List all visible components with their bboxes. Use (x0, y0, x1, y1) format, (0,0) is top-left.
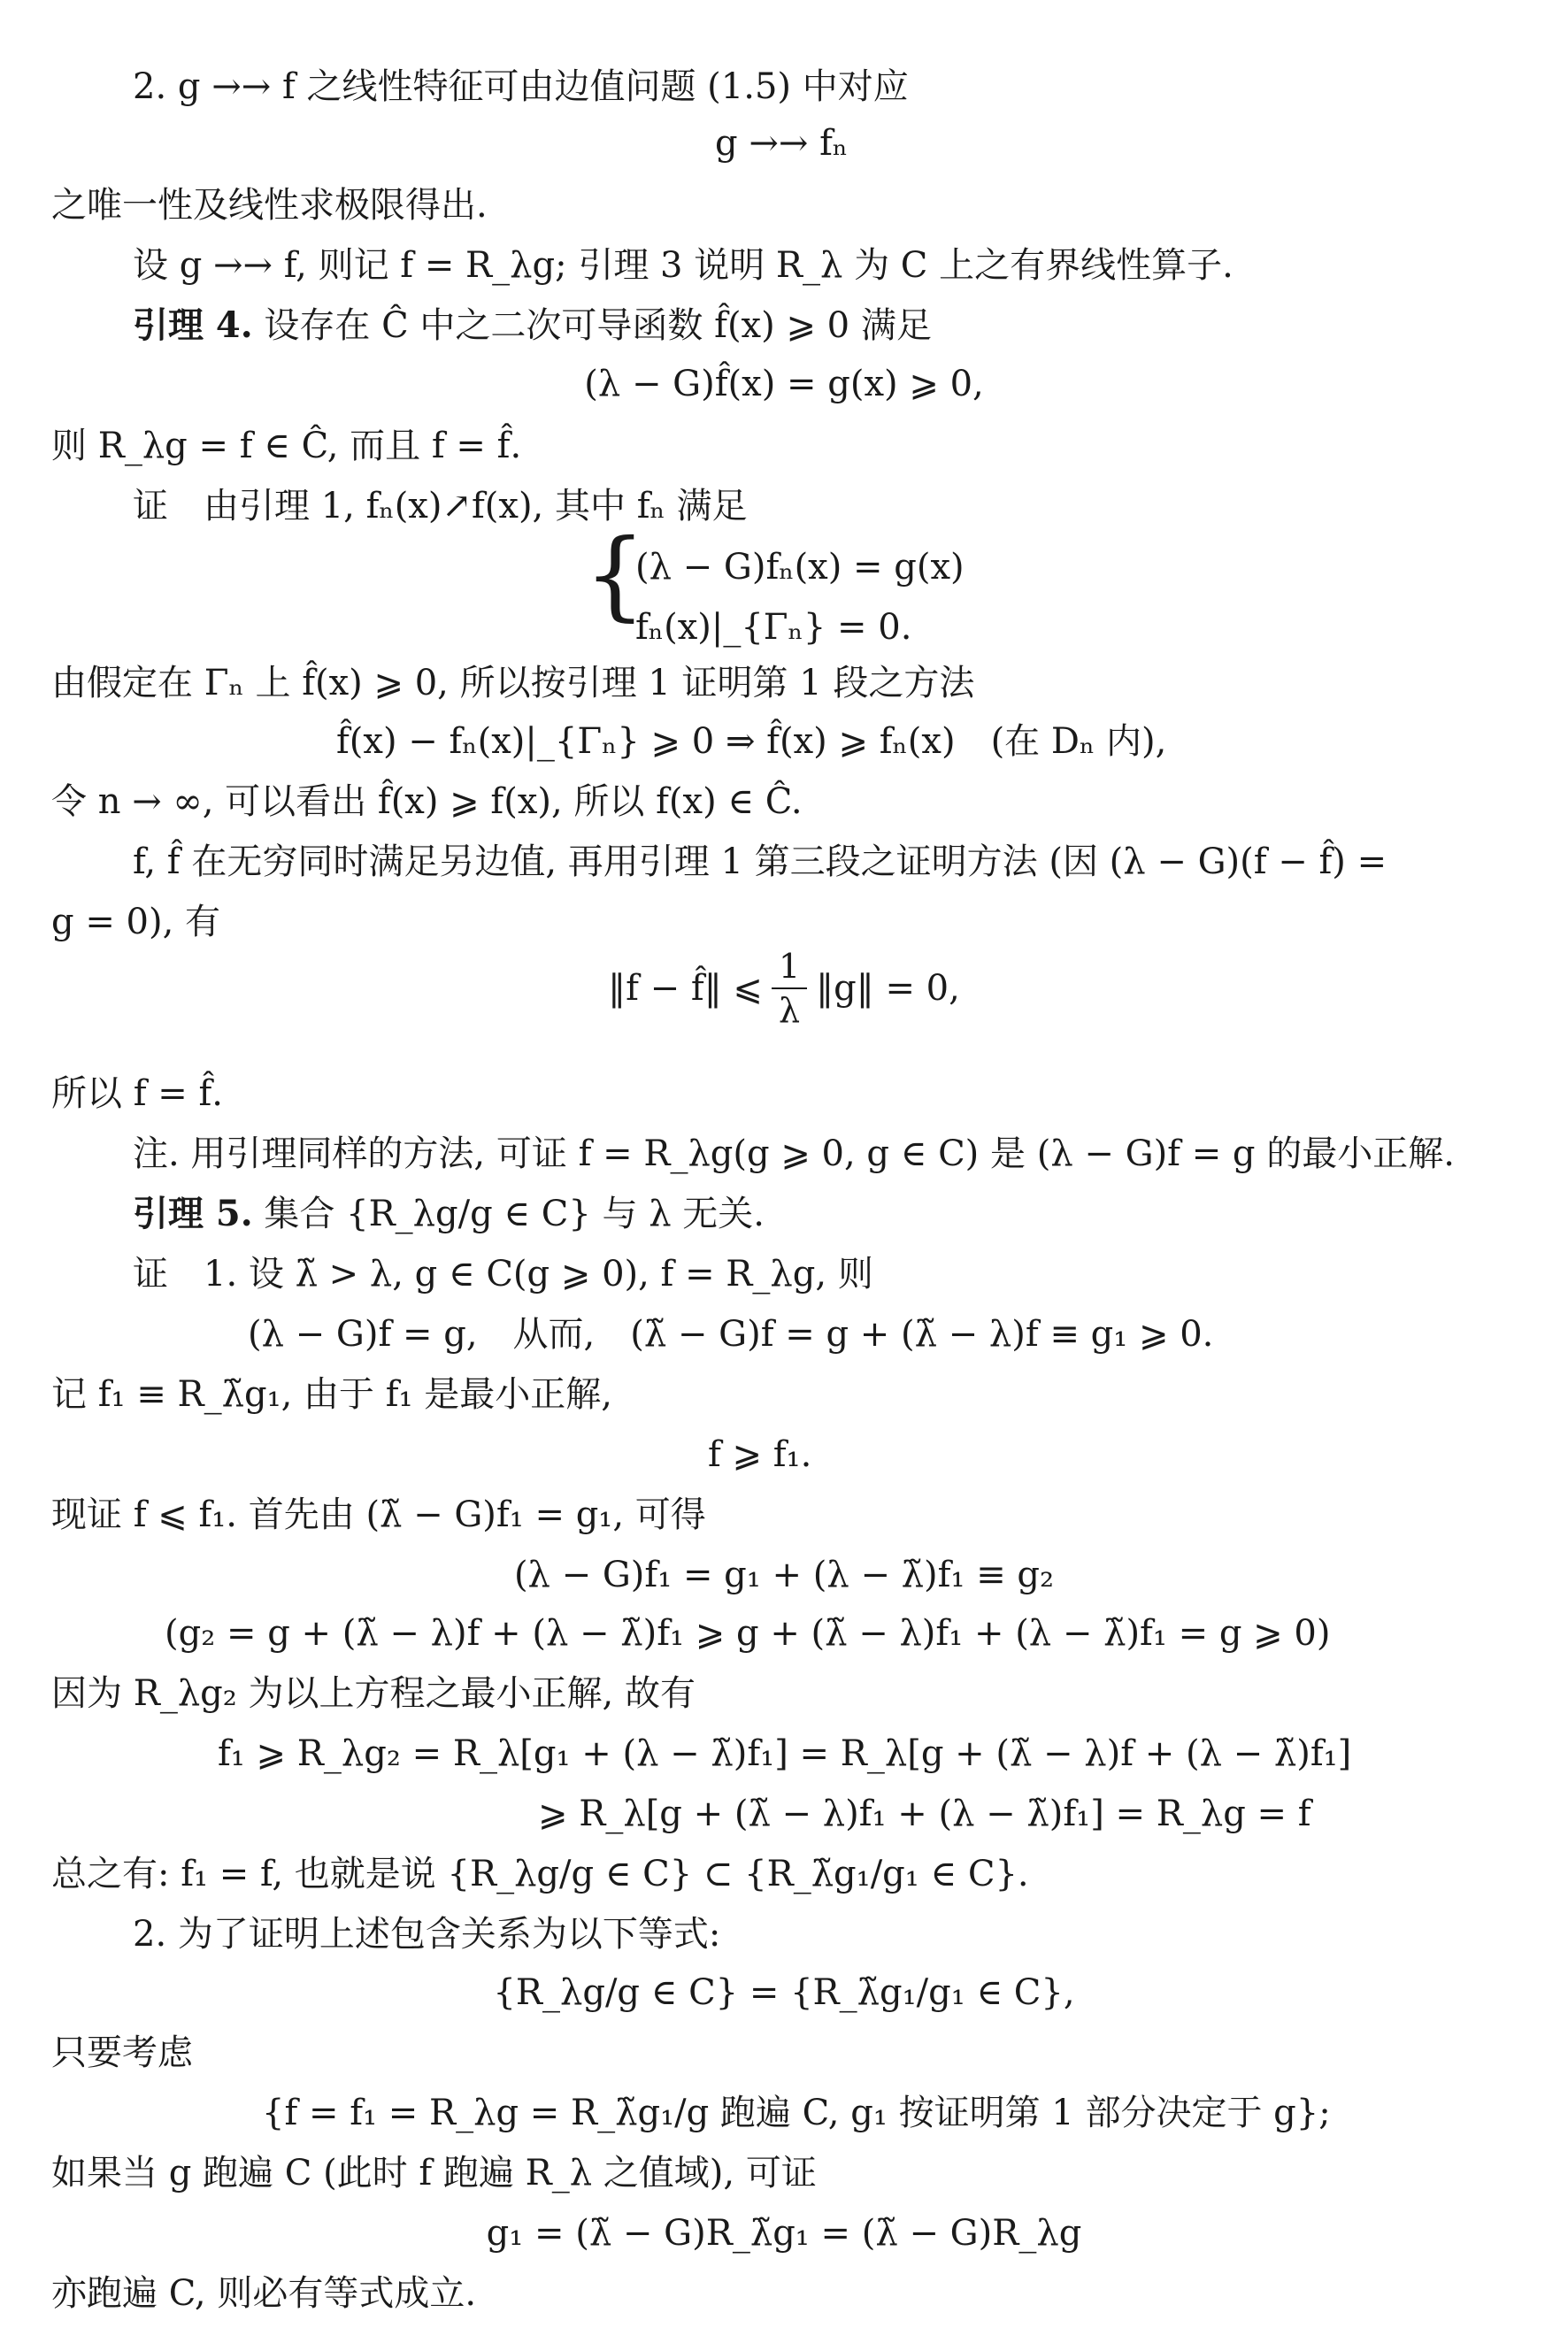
equation: (g₂ = g + (λ̃ − λ)f + (λ − λ̃)f₁ ⩾ g + (λ̃ − λ)f₁ + (λ − λ̃)f₁ = g ⩾ 0) (165, 1613, 1331, 1654)
equation: ⩾ R_λ[g + (λ̃ − λ)f₁ + (λ − λ̃)f₁] = R_λg = f (538, 1794, 1311, 1834)
proof-line: 证 由引理 1, fₙ(x)↗f(x), 其中 fₙ 满足 (133, 486, 748, 526)
text-line: 现证 f ⩽ f₁. 首先由 (λ̃ − G)f₁ = g₁, 可得 (51, 1494, 706, 1535)
text-line: 2. g →→ f 之线性特征可由边值问题 (1.5) 中对应 (133, 66, 909, 107)
equation: (λ − G)f̂(x) = g(x) ⩾ 0, (584, 364, 984, 404)
text-line: 只要考虑 (51, 2032, 193, 2073)
equation: f ⩾ f₁. (708, 1434, 812, 1475)
text-line: g = 0), 有 (51, 902, 221, 942)
text-line: 由假定在 Γₙ 上 f̂(x) ⩾ 0, 所以按引理 1 证明第 1 段之方法 (51, 663, 975, 703)
lemma-4-heading: 引理 4. (133, 304, 253, 346)
equation: f₁ ⩾ R_λg₂ = R_λ[g₁ + (λ − λ̃)f₁] = R_λ[g + (λ̃ − λ)f + (λ − λ̃)f₁] (218, 1733, 1352, 1774)
text-line: 2. 为了证明上述包含关系为以下等式: (133, 1914, 721, 1955)
equation: {R_λg/g ∈ C} = {R_λ̃g₁/g₁ ∈ C}, (493, 1972, 1075, 2013)
equation: {f = f₁ = R_λg = R_λ̃g₁/g 跑遍 C, g₁ 按证明第 1 部分决定于 g}; (262, 2093, 1331, 2133)
text-line: 总之有: f₁ = f, 也就是说 {R_λg/g ∈ C} ⊂ {R_λ̃g₁/g₁ ∈ C}. (51, 1854, 1029, 1894)
norm-left: ‖f − f̂‖ ⩽ (608, 968, 763, 1009)
system-equation-2: fₙ(x)|_{Γₙ} = 0. (635, 607, 912, 648)
text-line: 则 R_λg = f ∈ Ĉ, 而且 f = f̂. (51, 426, 522, 466)
proof-line: 证 1. 设 λ̃ > λ, g ∈ C(g ⩾ 0), f = R_λg, 则 (133, 1254, 873, 1295)
equation: g₁ = (λ̃ − G)R_λ̃g₁ = (λ̃ − G)R_λg (486, 2213, 1082, 2254)
lemma-5-heading: 引理 5. (133, 1193, 253, 1234)
fraction (772, 947, 807, 1030)
system-equation-1: (λ − G)fₙ(x) = g(x) (635, 547, 965, 588)
text-line: 令 n → ∞, 可以看出 f̂(x) ⩾ f(x), 所以 f(x) ∈ Ĉ. (51, 781, 803, 822)
text-line: f, f̂ 在无穷同时满足另边值, 再用引理 1 第三段之证明方法 (因 (λ − G)(f − f̂) = (133, 841, 1387, 882)
text-line: 记 f₁ ≡ R_λ̃g₁, 由于 f₁ 是最小正解, (51, 1374, 613, 1415)
fraction-numerator: 1 (772, 947, 807, 989)
equation: (λ − G)f₁ = g₁ + (λ − λ̃)f₁ ≡ g₂ (513, 1555, 1055, 1595)
fraction-denominator: λ (778, 991, 801, 1030)
lemma-4-statement (133, 304, 932, 346)
lemma-5-body: 集合 {R_λg/g ∈ C} 与 λ 无关. (252, 1194, 765, 1234)
text-line: 亦跑遍 C, 则必有等式成立. (51, 2273, 477, 2314)
note-line: 注. 用引理同样的方法, 可证 f = R_λg(g ⩾ 0, g ∈ C) 是 (λ − G)f = g 的最小正解. (133, 1133, 1455, 1174)
equation: (λ − G)f = g, 从而, (λ̃ − G)f = g + (λ̃ − λ)f ≡ g₁ ⩾ 0. (248, 1314, 1214, 1355)
text-line: 之唯一性及线性求极限得出. (51, 185, 488, 226)
equation: f̂(x) − fₙ(x)|_{Γₙ} ⩾ 0 ⇒ f̂(x) ⩾ fₙ(x) (在 Dₙ 内), (336, 721, 1167, 762)
text-line: 如果当 g 跑遍 C (此时 f 跑遍 R_λ 之值域), 可证 (51, 2153, 817, 2193)
equation: g →→ fₙ (715, 123, 849, 164)
left-brace: { (584, 518, 646, 631)
text-line: 所以 f = f̂. (51, 1073, 223, 1114)
text-line: 因为 R_λg₂ 为以上方程之最小正解, 故有 (51, 1673, 696, 1714)
lemma-4-body: 设存在 Ĉ 中之二次可导函数 f̂(x) ⩾ 0 满足 (252, 305, 932, 346)
lemma-5-statement (133, 1193, 765, 1234)
norm-equation (0, 947, 1568, 1030)
text-line: 设 g →→ f, 则记 f = R_λg; 引理 3 说明 R_λ 为 C 上之有界线性算子. (133, 245, 1234, 286)
norm-right: ‖g‖ = 0, (816, 968, 960, 1009)
